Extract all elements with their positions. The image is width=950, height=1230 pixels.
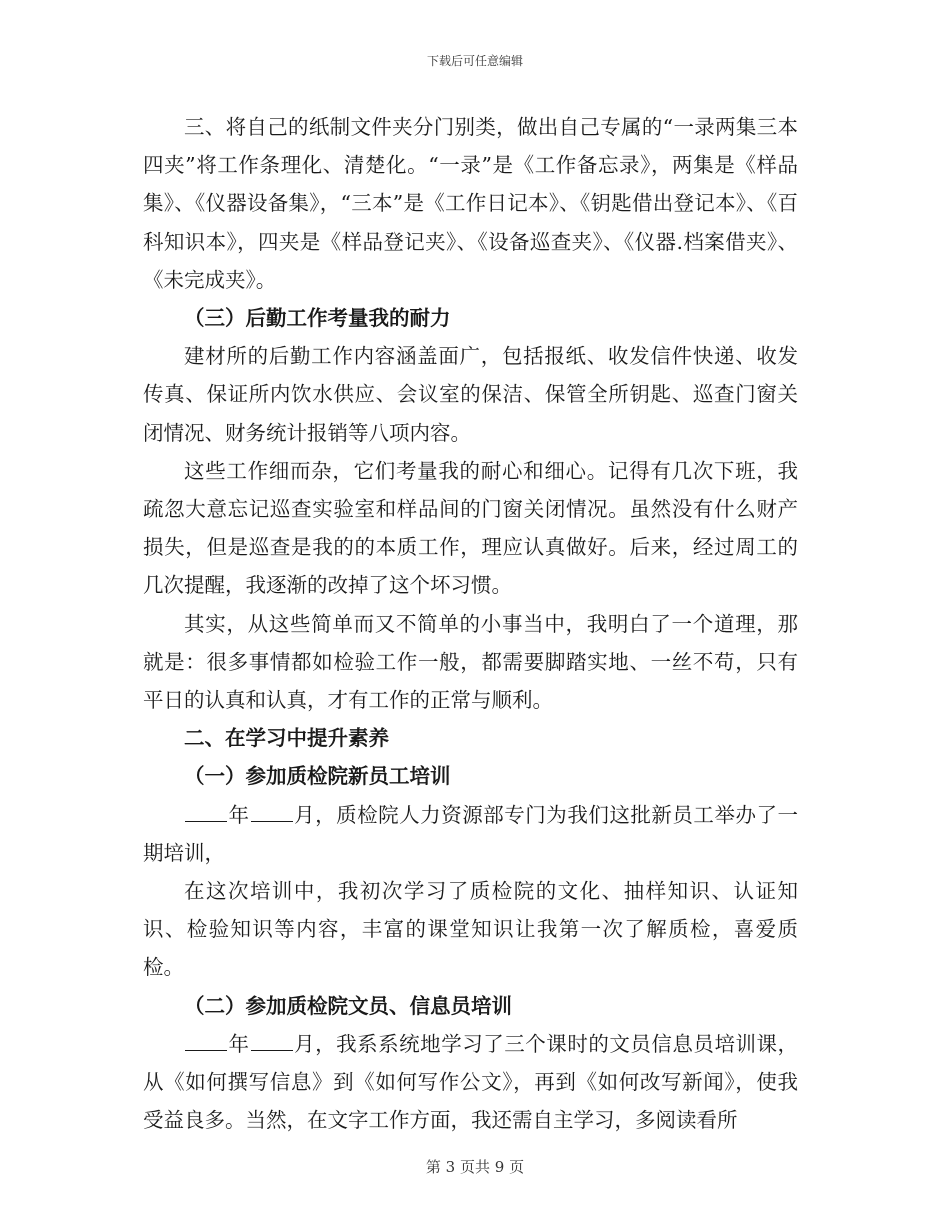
paragraph [143,1025,798,1140]
paragraph [143,796,798,872]
paragraph: 其实，从这些简单而又不简单的小事当中，我明白了一个道理，那就是：很多事情都如检验工作一般，都需要脚踏实地、一丝不苟，只有平日的认真和认真，才有工作的正常与顺利。 [143,611,798,713]
paragraph: 在这次培训中，我初次学习了质检院的文化、抽样知识、认证知识、检验知识等内容，丰富的课堂知识让我第一次了解质检，喜爱质检。 [143,879,798,980]
page-footer: 第 3 页共 9 页 [425,1158,525,1176]
blank-line [185,820,227,822]
blank-line [251,820,293,822]
document-body [143,108,798,1139]
paragraph-text: 月，质检院人力资源部专门为我们这批新员工举办了一期培训， [143,802,799,865]
section-heading: 二、在学习中提升素养 [184,726,389,751]
page-header: 下载后可任意编辑 [426,54,523,68]
paragraph-text: 年 [228,802,250,827]
blank-line [251,1049,293,1051]
paragraph: 三、将自己的纸制文件夹分门别类，做出自己专属的“一录两集三本四夹”将工作条理化、清楚化。“一录”是《工作备忘录》，两集是《样品集》、《仪器设备集》，“三本”是《工作日记本》、《钥匙借出登记本》、《百科知识本》，四夹是《样品登记夹》、《设备巡查夹》、《仪器.档案借夹》、《未完成夹》。 [143,115,798,292]
blank-line [185,1049,227,1051]
section-heading: （二）参加质检院文员、信息员培训 [184,993,512,1018]
section-heading: （三）后勤工作考量我的耐力 [184,306,451,331]
section-heading: （一）参加质检院新员工培训 [184,764,451,789]
paragraph: 建材所的后勤工作内容涵盖面广，包括报纸、收发信件快递、收发传真、保证所内饮水供应、会议室的保洁、保管全所钥匙、巡查门窗关闭情况、财务统计报销等八项内容。 [143,344,798,445]
paragraph: 这些工作细而杂，它们考量我的耐心和细心。记得有几次下班，我疏忽大意忘记巡查实验室和样品间的门窗关闭情况。虽然没有什么财产损失，但是巡查是我的的本质工作，理应认真做好。后来，经过周工的几次提醒，我逐渐的改掉了这个坏习惯。 [143,458,798,598]
paragraph-text: 年 [228,1031,250,1056]
paragraph-text: 月，我系系统地学习了三个课时的文员信息员培训课，从《如何撰写信息》到《如何写作公文》，再到《如何改写新闻》，使我受益良多。当然，在文字工作方面，我还需自主学习，多阅读看所 [143,1031,799,1133]
